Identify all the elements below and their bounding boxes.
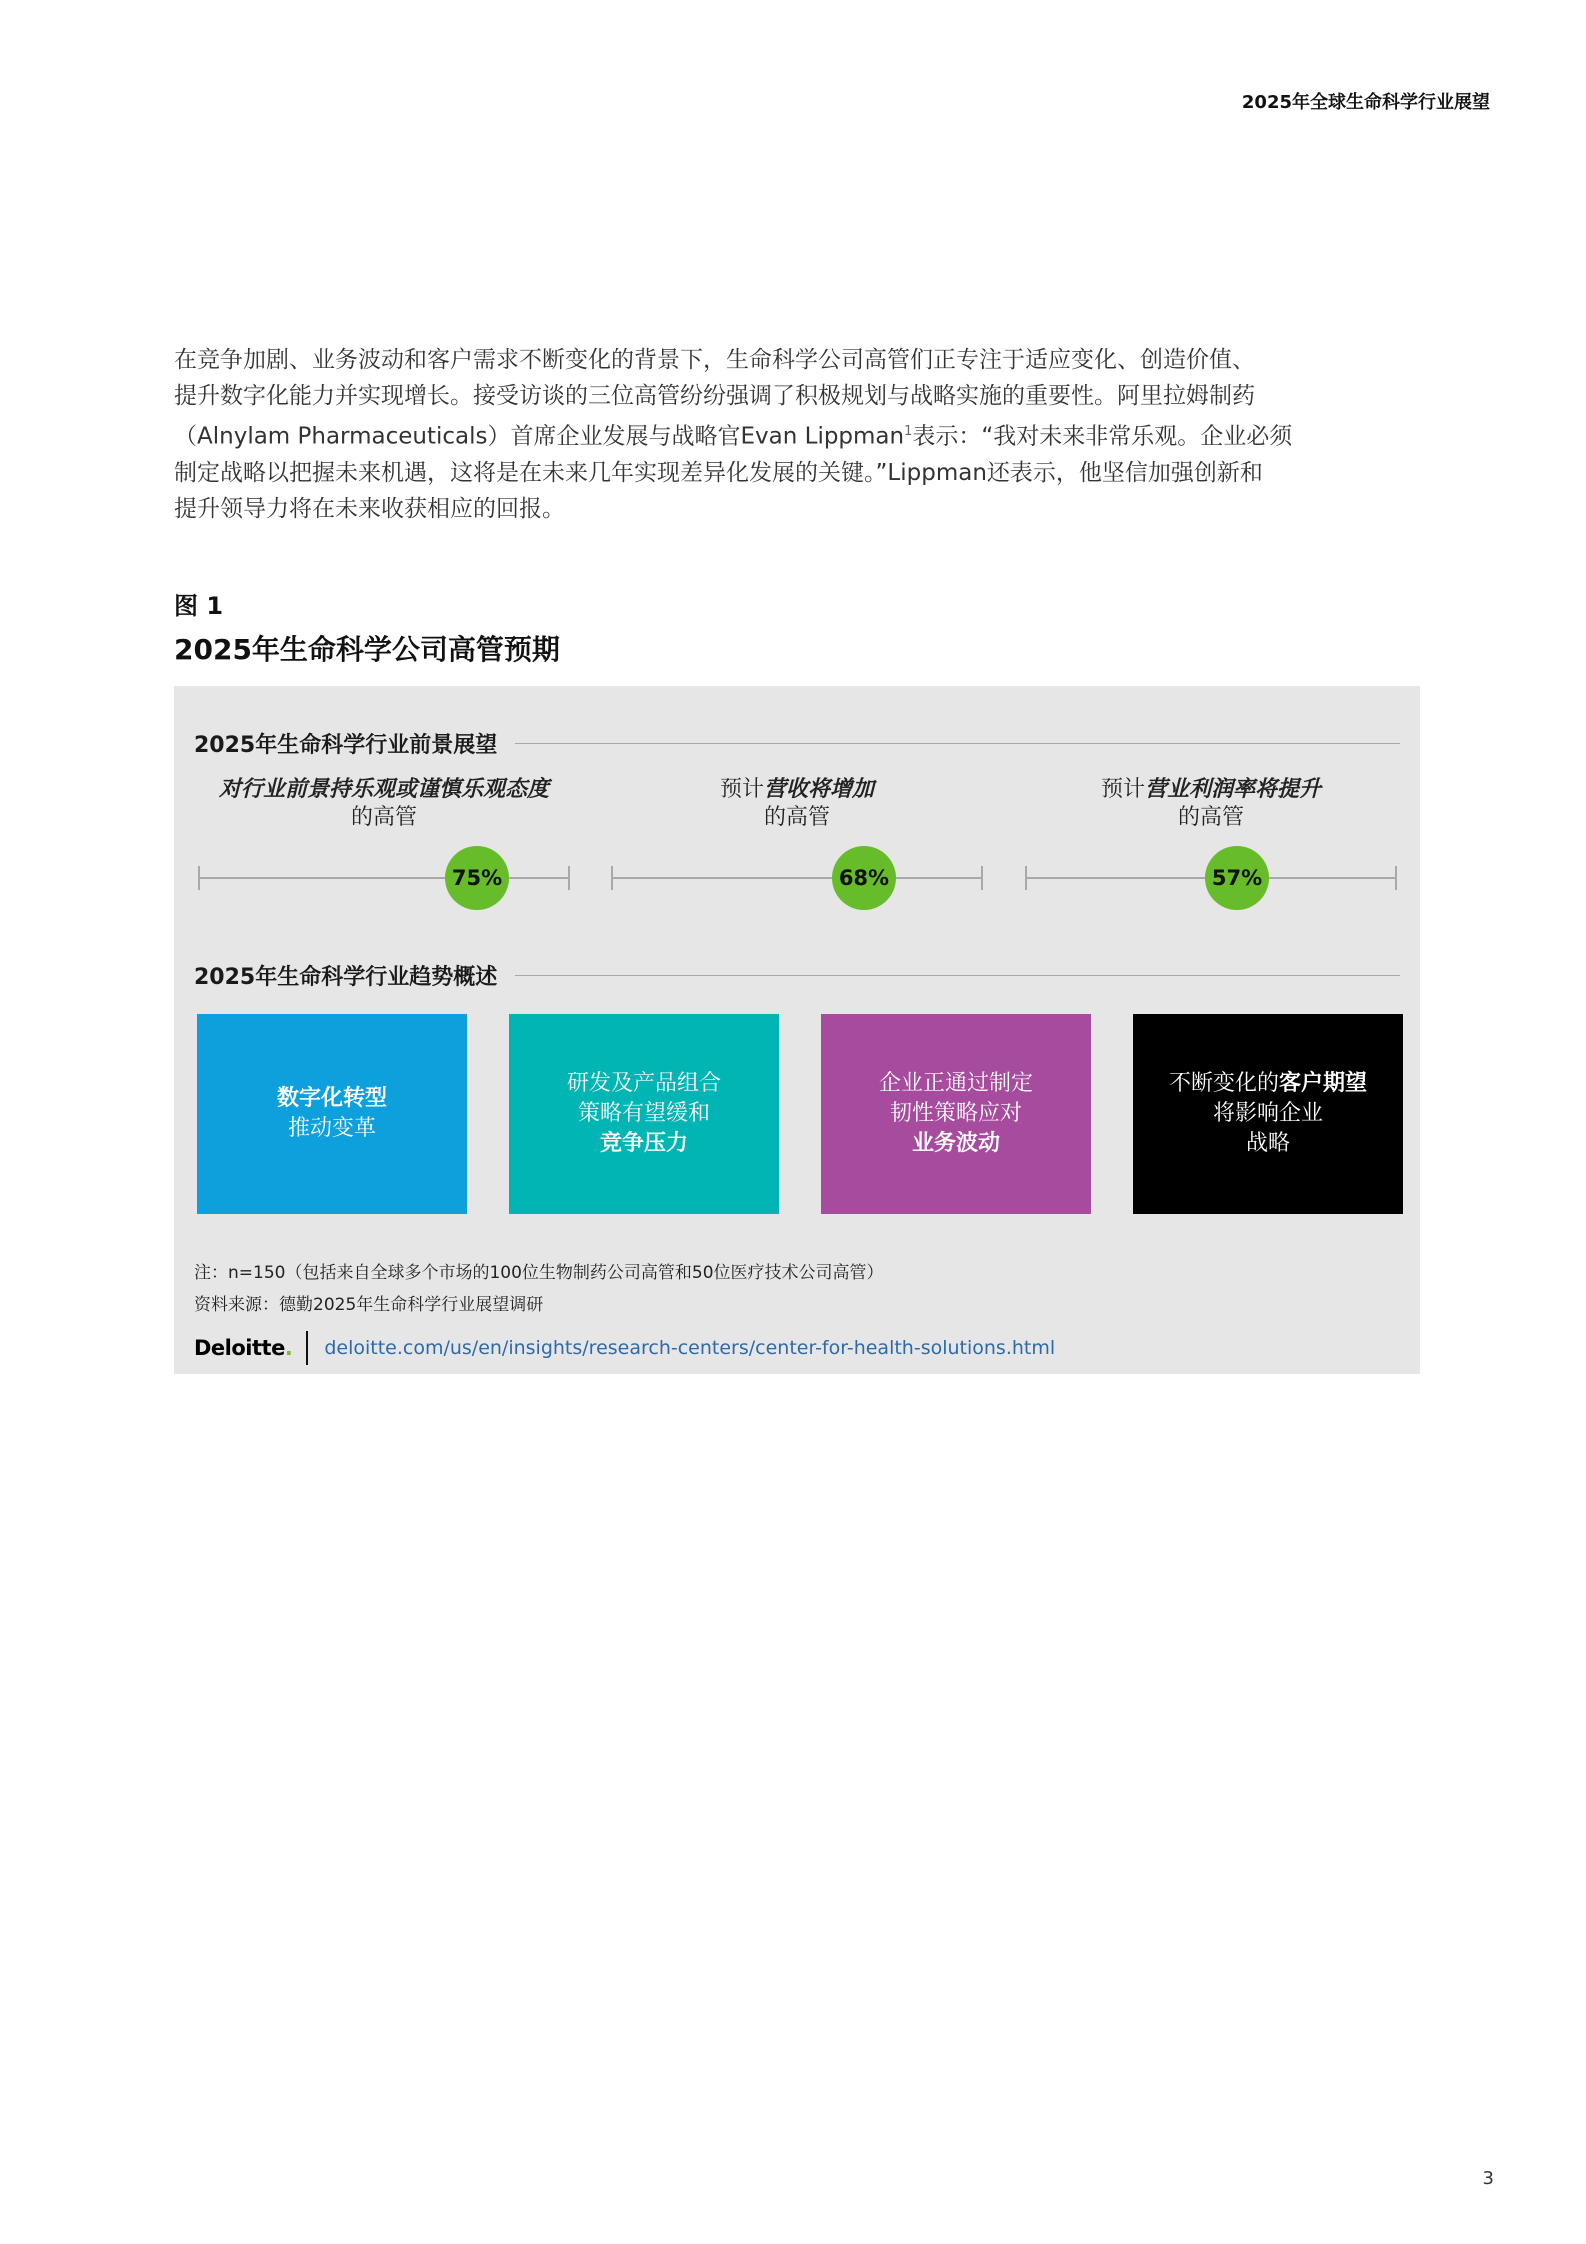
paragraph-line: 提升领导力将在未来收获相应的回报。 xyxy=(174,495,565,522)
metric-label: 预计营收将增加 的高管 xyxy=(719,777,875,830)
metric-margin xyxy=(1025,776,1397,890)
metric-label: 预计营业利润率将提升 的高管 xyxy=(1100,777,1322,830)
sample-note: 注：n=150（包括来自全球多个市场的100位生物制药公司高管和50位医疗技术公司高管） xyxy=(194,1263,884,1283)
page-number: 3 xyxy=(1482,2168,1494,2189)
trend-box-rnd: 研发及产品组合 策略有望缓和 竞争压力 xyxy=(509,1014,779,1214)
trends-heading-text: 2025年生命科学行业趋势概述 xyxy=(194,964,498,990)
footnote-ref[interactable]: 1 xyxy=(904,424,913,439)
trend-box-resilience: 企业正通过制定 韧性策略应对 业务波动 xyxy=(821,1014,1091,1214)
paragraph-line: 提升数字化能力并实现增长。接受访谈的三位高管纷纷强调了积极规划与战略实施的重要性。阿里拉姆制药 xyxy=(174,383,1255,409)
metric-value-dot: 57% xyxy=(1205,846,1269,910)
figure-footer xyxy=(194,1330,1055,1366)
outlook-section-heading xyxy=(194,728,1400,758)
metric-optimism xyxy=(198,776,570,890)
metric-track xyxy=(1025,866,1397,890)
paragraph-line: 在竞争加剧、业务波动和客户需求不断变化的背景下，生命科学公司高管们正专注于适应变化、创造价值、 xyxy=(174,347,1255,373)
paragraph-line: 制定战略以把握未来机遇，这将是在未来几年实现差异化发展的关键。”Lippman还表示，他坚信加强创新和 xyxy=(174,459,1263,486)
divider xyxy=(515,975,1400,976)
outlook-heading-text: 2025年生命科学行业前景展望 xyxy=(194,732,498,758)
figure-panel xyxy=(174,686,1420,1374)
figure-title: 2025年生命科学公司高管预期 xyxy=(174,633,560,666)
metric-track xyxy=(198,866,570,890)
figure-label: 图 1 xyxy=(174,592,224,620)
divider xyxy=(515,743,1400,744)
trend-box-digital: 数字化转型 推动变革 xyxy=(197,1014,467,1214)
trend-box-customer: 不断变化的客户期望 将影响企业 战略 xyxy=(1133,1014,1403,1214)
source-note: 资料来源：德勤2025年生命科学行业展望调研 xyxy=(194,1295,544,1315)
metric-label: 对行业前景持乐观或谨慎乐观态度 的高管 xyxy=(218,777,549,830)
metric-revenue xyxy=(611,776,983,890)
intro-paragraph xyxy=(174,342,1414,527)
metric-value-dot: 75% xyxy=(445,846,509,910)
running-header: 2025年全球生命科学行业展望 xyxy=(1241,92,1490,113)
paragraph-line: （Alnylam Pharmaceuticals）首席企业发展与战略官Evan Lippman$^1$表示：“我对未来非常乐观。企业必须 xyxy=(174,423,1293,450)
source-link[interactable]: deloitte.com/us/en/insights/research-centers/center-for-health-solutions.html xyxy=(324,1337,1056,1359)
deloitte-logo: Deloitte. xyxy=(194,1336,293,1360)
metric-track xyxy=(611,866,983,890)
divider xyxy=(306,1331,308,1365)
trends-section-heading xyxy=(194,960,1400,990)
metric-value-dot: 68% xyxy=(832,846,896,910)
